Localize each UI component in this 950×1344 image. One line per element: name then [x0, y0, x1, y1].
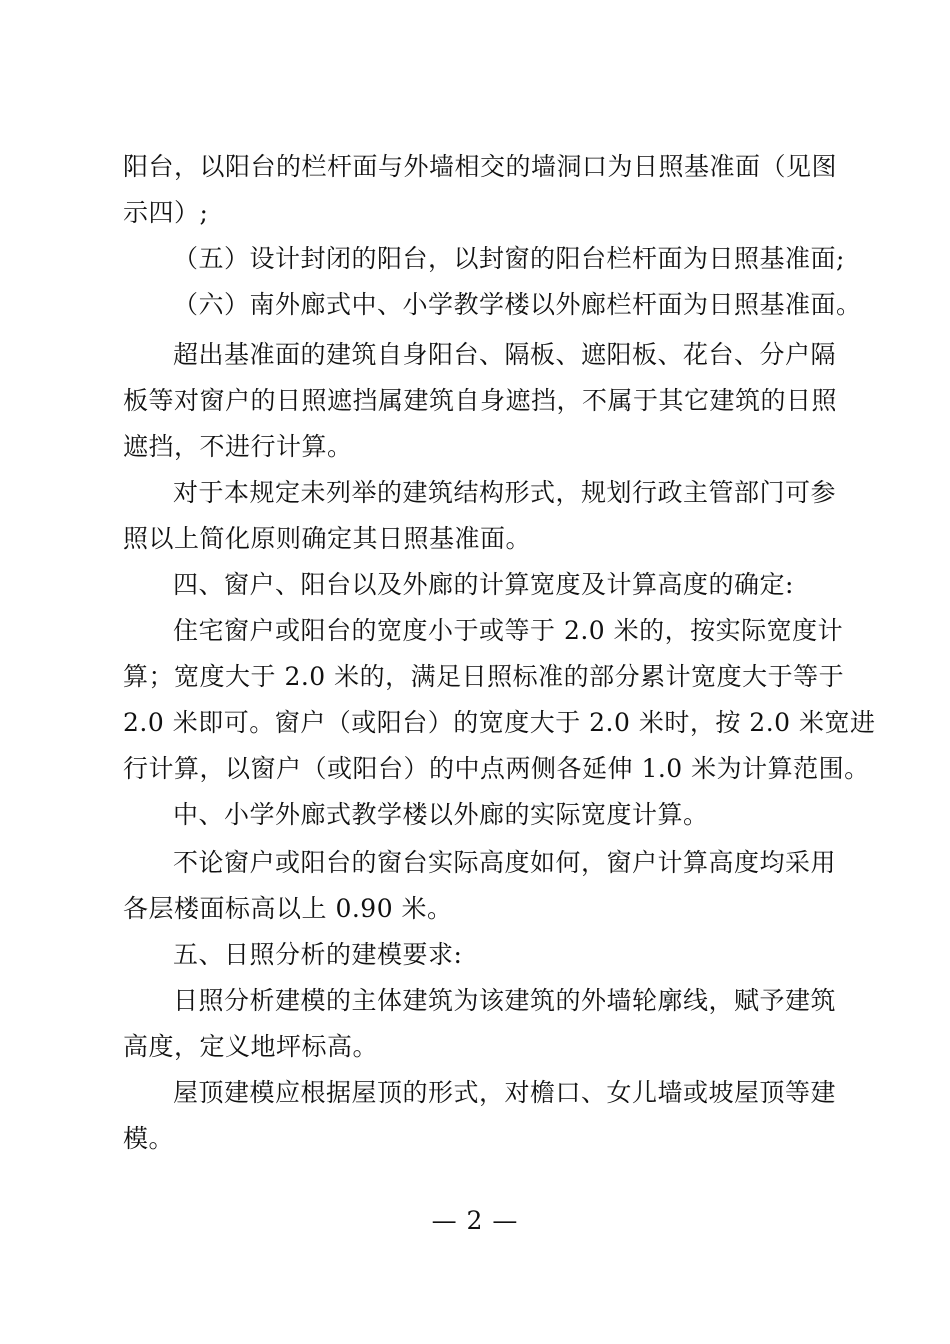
- body-line-12: 算；宽度大于 2.0 米的，满足日照标准的部分累计宽度大于等于: [123, 662, 845, 691]
- body-line-1: 阳台，以阳台的栏杆面与外墙相交的墙洞口为日照基准面（见图: [123, 152, 838, 181]
- body-line-3: （五）设计封闭的阳台，以封窗的阳台栏杆面为日照基准面;: [173, 244, 845, 273]
- body-line-22: 模。: [123, 1124, 175, 1153]
- body-line-2: 示四）;: [123, 198, 209, 227]
- body-line-5: 超出基准面的建筑自身阳台、隔板、遮阳板、花台、分户隔: [173, 340, 837, 369]
- body-line-11: 住宅窗户或阳台的宽度小于或等于 2.0 米的，按实际宽度计: [173, 616, 844, 645]
- body-line-15: 中、小学外廊式教学楼以外廊的实际宽度计算。: [173, 800, 709, 829]
- body-line-7: 遮挡，不进行计算。: [123, 432, 353, 461]
- body-line-13: 2.0 米即可。窗户（或阳台）的宽度大于 2.0 米时，按 2.0 米宽进: [123, 708, 876, 737]
- body-line-21: 屋顶建模应根据屋顶的形式，对檐口、女儿墙或坡屋顶等建: [173, 1078, 837, 1107]
- body-line-18: 五、日照分析的建模要求:: [173, 940, 463, 969]
- body-line-8: 对于本规定未列举的建筑结构形式，规划行政主管部门可参: [173, 478, 837, 507]
- body-line-19: 日照分析建模的主体建筑为该建筑的外墙轮廓线，赋予建筑: [173, 986, 837, 1015]
- body-line-4: （六）南外廊式中、小学教学楼以外廊栏杆面为日照基准面。: [173, 290, 862, 319]
- body-line-16: 不论窗户或阳台的窗台实际高度如何，窗户计算高度均采用: [173, 848, 837, 877]
- body-line-9: 照以上简化原则确定其日照基准面。: [123, 524, 532, 553]
- body-line-10: 四、窗户、阳台以及外廊的计算宽度及计算高度的确定:: [173, 570, 794, 599]
- body-line-20: 高度，定义地坪标高。: [123, 1032, 379, 1061]
- page-number: — 2 —: [431, 1206, 519, 1235]
- body-line-14: 行计算，以窗户（或阳台）的中点两侧各延伸 1.0 米为计算范围。: [123, 754, 870, 783]
- body-line-6: 板等对窗户的日照遮挡属建筑自身遮挡，不属于其它建筑的日照: [123, 386, 838, 415]
- body-line-17: 各层楼面标高以上 0.90 米。: [123, 894, 453, 923]
